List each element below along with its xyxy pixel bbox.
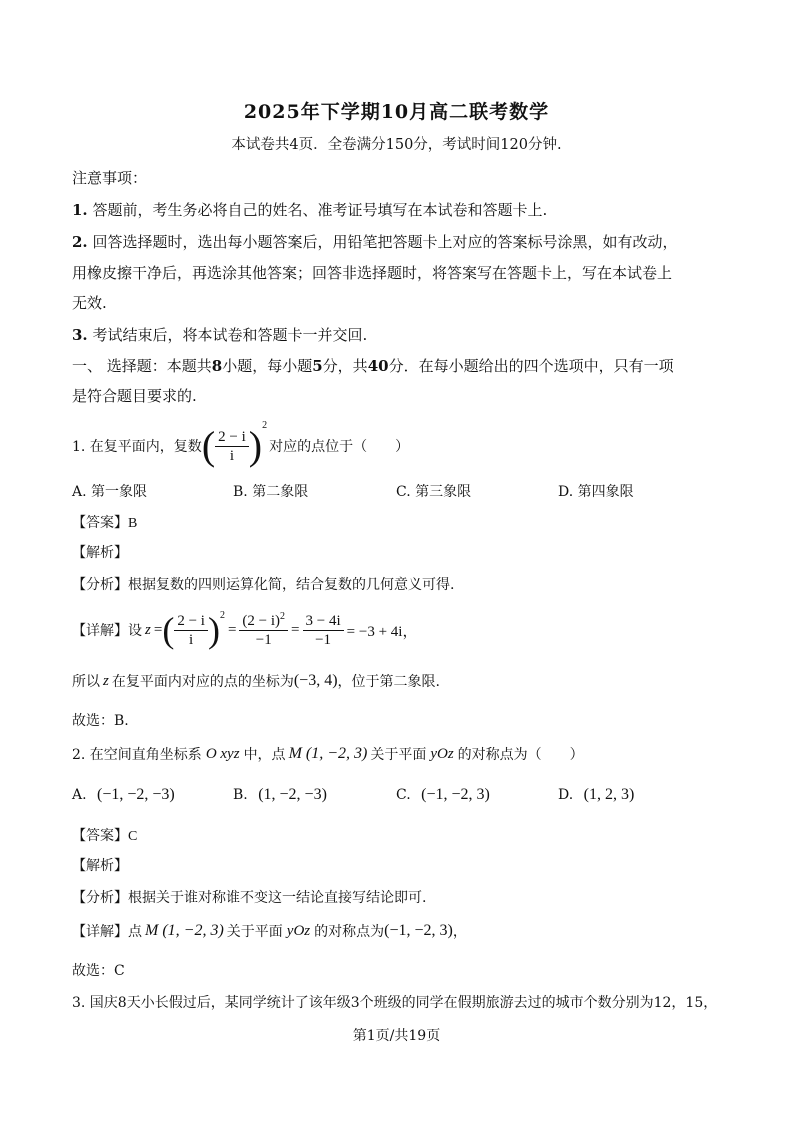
q2-fenxi-text: 根据关于谁对称谁不变这一结论直接写结论即可. [128,890,427,906]
q2-option-a [72,786,175,804]
q2-option-c-value: (−1, −2, 3) [421,786,490,803]
section-1-line-b: 是符合题目要求的. [72,387,197,405]
q2-stem-a: 2. 在空间直角坐标系 [72,747,202,763]
section-1-text-4: 分．在每小题给出的四个选项中，只有一项 [388,357,674,375]
q2-option-c-label: C. [396,787,411,803]
q1-conclusion-c: ，位于第二象限. [337,674,440,690]
note-3-text: 考试结束后，将本试卷和答题卡一并交回. [92,326,368,344]
section-1-text-3: 分，共 [322,357,368,375]
q1-answer-value: B [128,516,138,531]
q1-detail-f2-num [239,612,288,631]
q1-detail-label: 【详解】 [72,623,128,639]
note-2-number: 2. [72,233,88,251]
q1-option-b: B. 第二象限 [233,484,309,500]
q1-detail [72,606,417,654]
q1-option-c: C. 第三象限 [396,484,472,500]
note-1-text: 答题前，考生务必将自己的姓名、准考证号填写在本试卷和答题卡上. [92,201,548,219]
q2-stem [72,744,584,764]
q2-option-b [233,786,327,804]
q1-option-a: A. 第一象限 [72,484,148,500]
section-1-count: 8 [211,357,223,375]
q2-stem-c: 关于平面 [370,747,427,763]
q1-fenxi-label: 【分析】 [72,577,128,593]
q1-option-d: D. 第四象限 [558,484,634,500]
q2-detail-label: 【详解】 [72,924,128,940]
q2-plane: yOz [430,745,454,762]
q2-fenxi [72,887,426,907]
q1-detail-fraction-2 [239,612,288,649]
q2-stem-b: 中，点 [243,747,286,763]
q2-detail [72,921,467,941]
notes-heading: 注意事项： [72,169,148,187]
q2-detail-result: (−1, −2, 3) [384,922,453,939]
note-1 [72,199,547,220]
page-subtitle: 本试卷共4页．全卷满分150分，考试时间120分钟. [231,137,562,153]
q2-fenxi-label: 【分析】 [72,890,128,906]
q1-detail-f2-num-exp: 2 [280,610,286,622]
q1-stem-text-b: 对应的点位于（ ） [269,439,410,455]
q1-conclusion [72,671,440,691]
page-title: 2025年下学期10月高二联考数学 [243,101,550,123]
section-1-line-a [72,355,674,376]
q1-exponent: 2 [262,420,268,431]
q2-option-a-value: (−1, −2, −3) [97,786,175,803]
q2-answer-value: C [128,829,138,844]
q2-answer-label: 【答案】 [72,828,128,844]
q1-fraction [215,428,249,465]
q2-final: 故选：C [72,963,125,979]
note-2-text-a: 回答选择题时，选出每小题答案后，用铅笔把答题卡上对应的答案标号涂黑，如有改动， [92,233,678,251]
q2-point-m: M (1, −2, 3) [288,745,368,762]
q1-detail-f3-den: −1 [315,631,332,648]
q1-stem [72,418,409,474]
q1-detail-f3-num: 3 − 4i [303,612,344,631]
section-1-text-2: 小题，每小题 [222,357,313,375]
note-2-line-a [72,231,677,252]
note-1-number: 1. [72,201,88,219]
q1-fenxi-text: 根据复数的四则运算化简，结合复数的几何意义可得. [128,577,455,593]
q1-conclusion-z: z [103,672,109,689]
q2-detail-plane: yOz [286,922,311,939]
q1-left-paren: ( [201,423,216,468]
q1-detail-fraction-1 [174,612,208,649]
note-2-line-b: 用橡皮擦干净后，再选涂其他答案；回答非选择题时，将答案写在答题卡上，写在本试卷上 [72,264,673,282]
q2-stem-d: 的对称点为（ ） [457,747,584,763]
q2-coord-system: O xyz [205,745,240,762]
q1-detail-exponent: 2 [219,610,225,621]
section-1-text-1: 一、 选择题：本题共 [72,357,212,375]
q1-detail-f1-den: i [189,631,194,648]
q2-option-a-label: A. [72,787,87,803]
q2-detail-b: 关于平面 [226,924,283,940]
page-footer: 第1页/共19页 [352,1028,441,1044]
q1-equals-2: = [227,621,237,638]
q1-detail-f2-num-base: (2 − i) [242,612,281,629]
q1-analysis-label: 【解析】 [72,545,128,561]
q1-fraction-numerator: 2 − i [215,428,249,447]
q1-detail-result: = −3 + 4i， [346,623,418,640]
q1-detail-fraction-3 [303,612,344,649]
q1-fraction-denominator: i [229,447,235,464]
note-3 [72,324,367,345]
q3-stem: 3. 国庆8天小长假过后，某同学统计了该年级3个班级的同学在假期旅游去过的城市个数分别为12，15， [72,995,718,1011]
q2-option-c [396,786,490,804]
section-1-points: 5 [312,357,323,375]
q1-detail-f1-num: 2 − i [174,612,208,631]
q2-option-d-label: D. [558,787,574,803]
q1-fenxi [72,574,454,594]
note-3-number: 3. [72,326,88,344]
q1-final: 故选：B. [72,713,129,729]
q1-equals-1: = [153,621,163,638]
q1-detail-right-paren: ) [207,610,220,650]
q2-option-d [558,786,634,804]
q2-detail-d: ， [452,924,467,940]
q1-answer [72,512,137,532]
q2-option-b-label: B. [233,787,248,803]
q1-conclusion-b: 在复平面内对应的点的坐标为 [111,674,294,690]
note-2-line-c: 无效. [72,294,107,312]
q2-analysis-label: 【解析】 [72,858,128,874]
q1-detail-left-paren: ( [162,610,175,650]
q1-detail-pre: 设 [128,623,142,639]
q2-detail-point: M (1, −2, 3) [145,922,224,939]
q2-detail-a: 点 [128,924,142,940]
q1-right-paren: ) [248,423,263,468]
q1-var-z: z [145,621,151,638]
q2-answer [72,825,137,845]
q1-stem-text-a: 1. 在复平面内，复数 [72,439,202,455]
q2-option-b-value: (1, −2, −3) [258,786,327,803]
q2-option-d-value: (1, 2, 3) [583,786,635,803]
q1-conclusion-a: 所以 [72,674,100,690]
q2-detail-c: 的对称点为 [314,924,385,940]
q1-answer-label: 【答案】 [72,515,128,531]
section-1-total: 40 [367,357,389,375]
q1-detail-f2-den: −1 [255,631,272,648]
q1-equals-3: = [291,621,300,638]
q1-conclusion-point: (−3, 4) [293,672,338,689]
